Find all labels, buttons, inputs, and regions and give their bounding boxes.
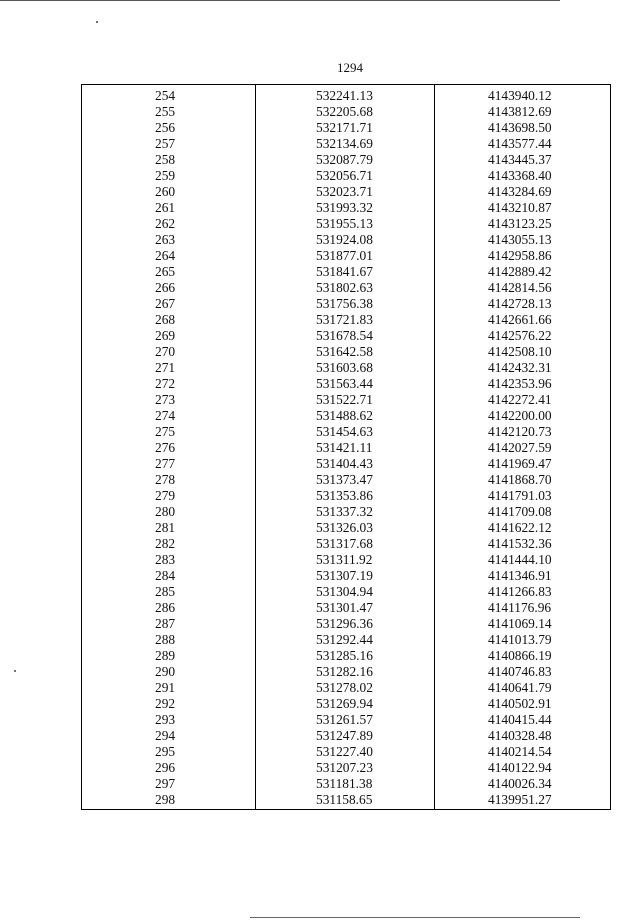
x-coordinate-cell: 532241.13 <box>316 88 373 103</box>
y-coordinate-cell: 4140026.34 <box>488 776 552 791</box>
x-coordinate-cell: 531304.94 <box>316 584 373 599</box>
point-number-cell: 279 <box>155 488 176 503</box>
y-coordinate-cell: 4141013.79 <box>488 632 552 647</box>
y-coordinate-cell: 4143055.13 <box>488 232 552 247</box>
y-coordinate-cell: 4139951.27 <box>488 792 552 807</box>
y-coordinate-cell: 4141346.91 <box>488 568 552 583</box>
point-number-cell: 285 <box>155 584 176 599</box>
x-coordinate-cell: 531337.32 <box>316 504 373 519</box>
point-number-cell: 291 <box>155 680 176 695</box>
y-coordinate-cell: 4141791.03 <box>488 488 552 503</box>
x-coordinate-cell: 531404.43 <box>316 456 373 471</box>
x-coordinate-cell: 531993.32 <box>316 200 373 215</box>
y-coordinate-cell: 4141868.70 <box>488 472 552 487</box>
y-coordinate-cell: 4140746.83 <box>488 664 552 679</box>
scan-bottom-edge <box>250 917 580 918</box>
x-coordinate-cell: 531721.83 <box>316 312 373 327</box>
point-number-cell: 284 <box>155 568 176 583</box>
y-coordinate-cell: 4142272.41 <box>488 392 552 407</box>
x-coordinate-cell: 531292.44 <box>316 632 373 647</box>
point-number-cell: 286 <box>155 600 176 615</box>
point-number-cell: 265 <box>155 264 176 279</box>
y-coordinate-cell: 4141069.14 <box>488 616 552 631</box>
point-number-cell: 269 <box>155 328 176 343</box>
y-coordinate-cell: 4142728.13 <box>488 296 552 311</box>
x-coordinate-cell: 531181.38 <box>316 776 373 791</box>
y-coordinate-cell: 4140502.91 <box>488 696 552 711</box>
x-coordinate-cell: 531296.36 <box>316 616 373 631</box>
x-coordinate-cell: 531247.89 <box>316 728 373 743</box>
x-coordinate-cell: 531756.38 <box>316 296 373 311</box>
x-coordinate-cell: 531269.94 <box>316 696 373 711</box>
x-coordinate-cell: 531924.08 <box>316 232 373 247</box>
x-coordinate-cell: 531678.54 <box>316 328 373 343</box>
point-number-cell: 295 <box>155 744 176 759</box>
point-number-cell: 262 <box>155 216 176 231</box>
point-number-cell: 260 <box>155 184 176 199</box>
x-coordinate-cell: 531227.40 <box>316 744 373 759</box>
point-number-cell: 293 <box>155 712 176 727</box>
point-number-cell: 263 <box>155 232 176 247</box>
x-coordinate-cell: 531642.58 <box>316 344 373 359</box>
y-coordinate-cell: 4142889.42 <box>488 264 552 279</box>
y-coordinate-cell: 4143368.40 <box>488 168 552 183</box>
point-number-cell: 264 <box>155 248 176 263</box>
y-coordinate-cell: 4143123.25 <box>488 216 552 231</box>
y-coordinate-cell: 4140122.94 <box>488 760 552 775</box>
x-coordinate-cell: 532205.68 <box>316 104 373 119</box>
scan-top-edge <box>0 0 560 1</box>
y-coordinate-cell: 4143445.37 <box>488 152 552 167</box>
point-number-cell: 298 <box>155 792 176 807</box>
x-coordinate-cell: 531326.03 <box>316 520 373 535</box>
point-number-cell: 272 <box>155 376 176 391</box>
x-coordinate-cell: 532023.71 <box>316 184 373 199</box>
point-number-cell: 276 <box>155 440 176 455</box>
x-coordinate-cell: 531207.23 <box>316 760 373 775</box>
y-coordinate-cell: 4140214.54 <box>488 744 552 759</box>
x-coordinate-cell: 531373.47 <box>316 472 373 487</box>
y-coordinate-cell: 4143284.69 <box>488 184 552 199</box>
x-coordinate-cell: 531158.65 <box>316 792 373 807</box>
x-coordinate-cell: 531261.57 <box>316 712 373 727</box>
y-coordinate-cell: 4141969.47 <box>488 456 552 471</box>
y-coordinate-cell: 4142432.31 <box>488 360 552 375</box>
point-number-cell: 258 <box>155 152 176 167</box>
point-number-cell: 292 <box>155 696 176 711</box>
point-number-column <box>82 85 255 809</box>
x-coordinate-cell: 531311.92 <box>316 552 373 567</box>
y-coordinate-cell: 4143812.69 <box>488 104 552 119</box>
point-number-cell: 255 <box>155 104 176 119</box>
point-number-cell: 271 <box>155 360 176 375</box>
x-coordinate-cell: 531421.11 <box>316 440 373 455</box>
y-coordinate-cell: 4141622.12 <box>488 520 552 535</box>
point-number-cell: 280 <box>155 504 176 519</box>
y-coordinate-cell: 4143940.12 <box>488 88 552 103</box>
y-coordinate-cell: 4141266.83 <box>488 584 552 599</box>
x-coordinate-cell: 531603.68 <box>316 360 373 375</box>
y-coordinate-cell: 4140328.48 <box>488 728 552 743</box>
y-coordinate-column <box>434 85 610 809</box>
y-coordinate-cell: 4141176.96 <box>488 600 552 615</box>
point-number-cell: 289 <box>155 648 176 663</box>
y-coordinate-cell: 4142200.00 <box>488 408 552 423</box>
point-number-cell: 297 <box>155 776 176 791</box>
x-coordinate-cell: 531278.02 <box>316 680 373 695</box>
y-coordinate-cell: 4142814.56 <box>488 280 552 295</box>
x-coordinate-cell: 531877.01 <box>316 248 373 263</box>
x-coordinate-cell: 531841.67 <box>316 264 373 279</box>
coordinates-table <box>81 84 611 810</box>
y-coordinate-cell: 4141709.08 <box>488 504 552 519</box>
y-coordinate-cell: 4143210.87 <box>488 200 552 215</box>
x-coordinate-cell: 531301.47 <box>316 600 373 615</box>
x-coordinate-cell: 531307.19 <box>316 568 373 583</box>
y-coordinate-cell: 4140866.19 <box>488 648 552 663</box>
point-number-cell: 287 <box>155 616 176 631</box>
point-number-cell: 254 <box>155 88 176 103</box>
y-coordinate-cell: 4143698.50 <box>488 120 552 135</box>
point-number-cell: 290 <box>155 664 176 679</box>
point-number-cell: 282 <box>155 536 176 551</box>
x-coordinate-cell: 531454.63 <box>316 424 373 439</box>
y-coordinate-cell: 4142508.10 <box>488 344 552 359</box>
x-coordinate-cell: 531282.16 <box>316 664 373 679</box>
point-number-cell: 266 <box>155 280 176 295</box>
point-number-cell: 256 <box>155 120 176 135</box>
point-number-cell: 278 <box>155 472 176 487</box>
point-number-cell: 288 <box>155 632 176 647</box>
point-number-cell: 259 <box>155 168 176 183</box>
y-coordinate-cell: 4141532.36 <box>488 536 552 551</box>
x-coordinate-cell: 531488.62 <box>316 408 373 423</box>
y-coordinate-cell: 4143577.44 <box>488 136 552 151</box>
x-coordinate-cell: 531955.13 <box>316 216 373 231</box>
y-coordinate-cell: 4140415.44 <box>488 712 552 727</box>
point-number-cell: 261 <box>155 200 176 215</box>
y-coordinate-cell: 4142576.22 <box>488 328 552 343</box>
point-number-cell: 273 <box>155 392 176 407</box>
point-number-cell: 294 <box>155 728 176 743</box>
x-coordinate-cell: 531353.86 <box>316 488 373 503</box>
y-coordinate-cell: 4140641.79 <box>488 680 552 695</box>
x-coordinate-cell: 531317.68 <box>316 536 373 551</box>
point-number-cell: 281 <box>155 520 176 535</box>
point-number-cell: 275 <box>155 424 176 439</box>
point-number-cell: 296 <box>155 760 176 775</box>
y-coordinate-cell: 4142353.96 <box>488 376 552 391</box>
point-number-cell: 268 <box>155 312 176 327</box>
x-coordinate-cell: 532087.79 <box>316 152 373 167</box>
x-coordinate-cell: 531802.63 <box>316 280 373 295</box>
x-coordinate-cell: 531285.16 <box>316 648 373 663</box>
y-coordinate-cell: 4142958.86 <box>488 248 552 263</box>
y-coordinate-cell: 4141444.10 <box>488 552 552 567</box>
x-coordinate-cell: 532171.71 <box>316 120 373 135</box>
point-number-cell: 267 <box>155 296 176 311</box>
y-coordinate-cell: 4142661.66 <box>488 312 552 327</box>
point-number-cell: 274 <box>155 408 176 423</box>
point-number-cell: 270 <box>155 344 176 359</box>
x-coordinate-cell: 532134.69 <box>316 136 373 151</box>
point-number-cell: 277 <box>155 456 176 471</box>
x-coordinate-cell: 532056.71 <box>316 168 373 183</box>
scan-speck <box>96 21 98 23</box>
point-number-cell: 257 <box>155 136 176 151</box>
x-coordinate-cell: 531563.44 <box>316 376 373 391</box>
point-number-cell: 283 <box>155 552 176 567</box>
x-coordinate-cell: 531522.71 <box>316 392 373 407</box>
y-coordinate-cell: 4142027.59 <box>488 440 552 455</box>
scan-speck <box>14 670 16 672</box>
page-number: 1294 <box>337 60 363 75</box>
y-coordinate-cell: 4142120.73 <box>488 424 552 439</box>
x-coordinate-column <box>255 85 434 809</box>
